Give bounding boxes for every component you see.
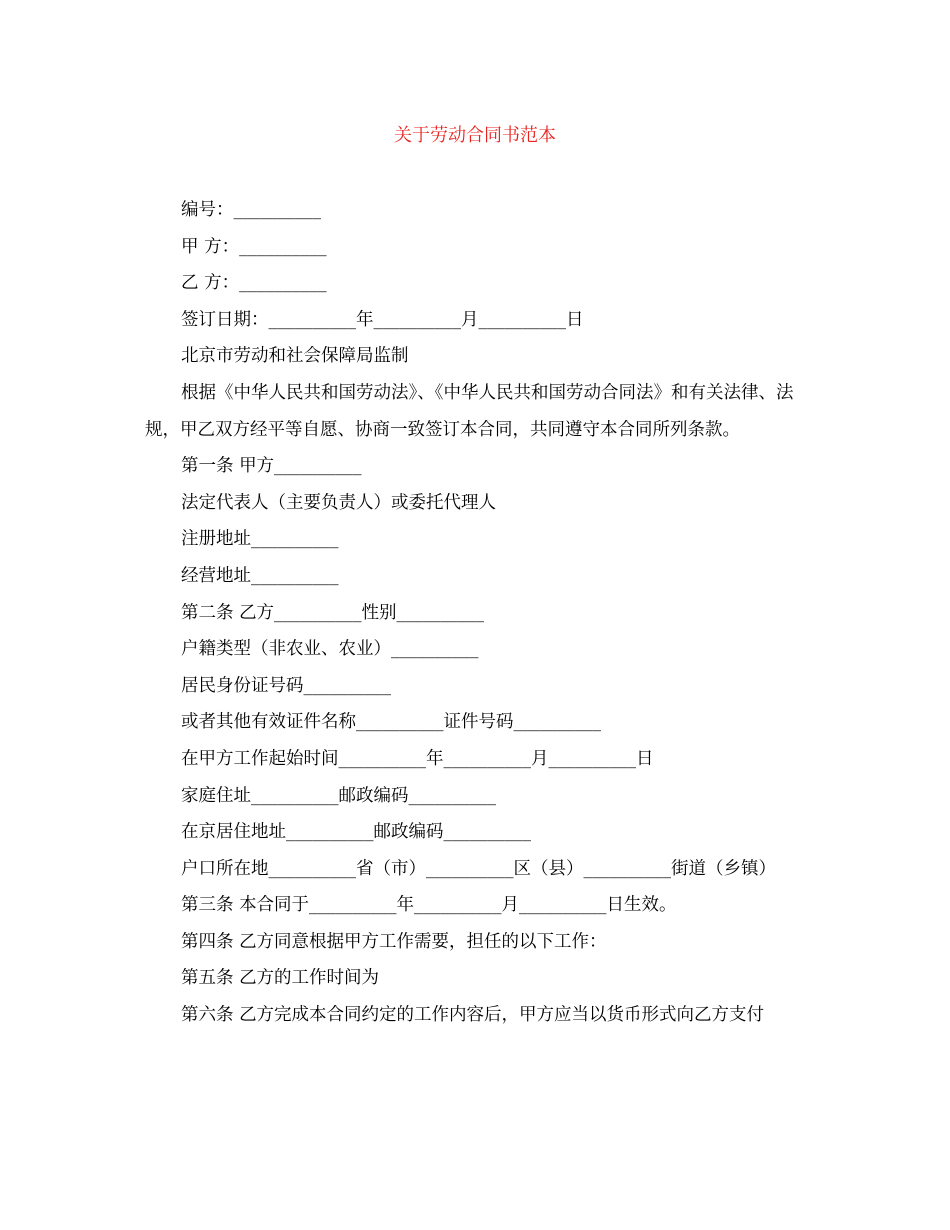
paragraph-party-a: 甲 方：__________ bbox=[181, 236, 327, 257]
paragraph-other-id: 或者其他有效证件名称__________证件号码__________ bbox=[181, 712, 601, 733]
paragraph-start-date: 在甲方工作起始时间__________年__________月__________日 bbox=[181, 748, 654, 769]
paragraph-article-4: 第四条 乙方同意根据甲方工作需要，担任的以下工作： bbox=[181, 931, 607, 952]
paragraph-article-2: 第二条 乙方__________性别__________ bbox=[181, 602, 485, 623]
paragraph-household-location: 户口所在地__________省（市）__________区（县）__________街道（乡镇） bbox=[181, 858, 776, 879]
document-body bbox=[145, 192, 807, 1034]
paragraph-article-5: 第五条 乙方的工作时间为 bbox=[181, 968, 380, 989]
paragraph-registered-address: 注册地址__________ bbox=[181, 529, 339, 550]
paragraph-home-address: 家庭住址__________邮政编码__________ bbox=[181, 785, 496, 806]
paragraph-contract-number: 编号：__________ bbox=[181, 200, 321, 220]
paragraph-id-number: 居民身份证号码__________ bbox=[181, 675, 391, 696]
paragraph-signing-date: 签订日期：__________年__________月__________日 bbox=[181, 309, 584, 330]
paragraph-business-address: 经营地址__________ bbox=[181, 565, 339, 586]
paragraph-legal-representative: 法定代表人（主要负责人）或委托代理人 bbox=[181, 492, 496, 513]
document-title: 关于劳动合同书范本 bbox=[394, 125, 556, 146]
paragraph-party-b: 乙 方：__________ bbox=[181, 273, 327, 294]
paragraph-household-type: 户籍类型（非农业、农业）__________ bbox=[181, 639, 479, 660]
paragraph-article-6: 第六条 乙方完成本合同约定的工作内容后，甲方应当以货币形式向乙方支付 bbox=[181, 1005, 765, 1026]
paragraph-article-3: 第三条 本合同于__________年__________月__________日生效。 bbox=[181, 895, 677, 916]
paragraph-preamble: 根据《中华人民共和国劳动法》、《中华人民共和国劳动合同法》和有关法律、法规，甲乙双方经平等自愿、协商一致签订本合同，共同遵守本合同所列条款。 bbox=[145, 382, 794, 440]
paragraph-beijing-address: 在京居住地址__________邮政编码__________ bbox=[181, 822, 531, 843]
paragraph-issuer: 北京市劳动和社会保障局监制 bbox=[181, 346, 409, 367]
paragraph-article-1: 第一条 甲方__________ bbox=[181, 456, 362, 477]
